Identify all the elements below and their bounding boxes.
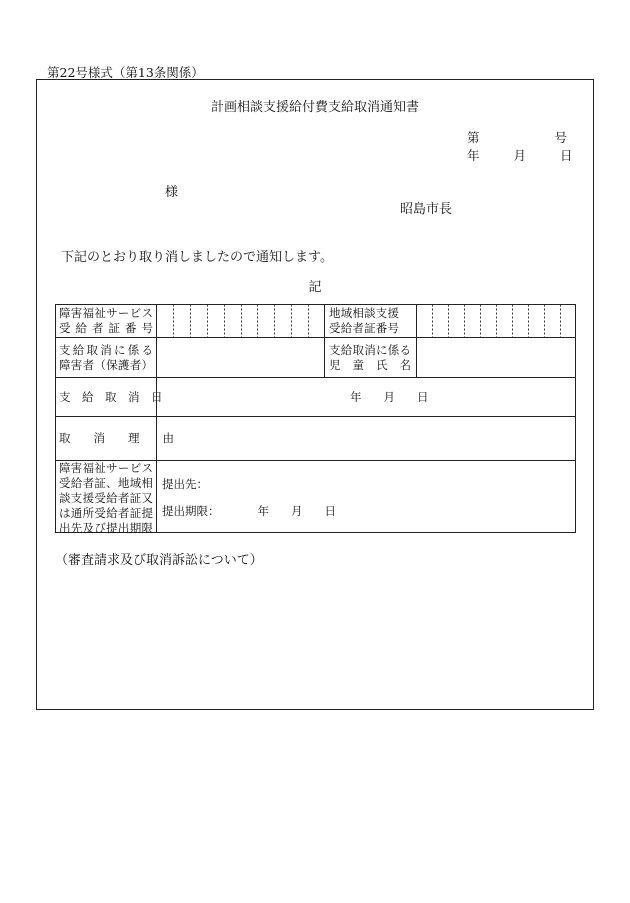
issuer-name: 昭島市長 (400, 202, 453, 217)
disability-service-cert-number-label: 障害福祉サービス 受 給 者 証 番 号 (59, 306, 153, 335)
intro-text: 下記のとおり取り消しましたので通知します。 (61, 250, 333, 265)
document-title: 計画相談支援給付費支給取消通知書 (210, 100, 419, 115)
revocation-reason-label: 取 消 理 由 (59, 431, 174, 445)
number-prefix: 第 (467, 130, 480, 145)
issue-month: 月 (513, 148, 526, 163)
appeal-notice-heading: （審査請求及び取消訴訟について） (55, 553, 263, 568)
certificate-submission-label-line: 障害福祉サービス (59, 461, 153, 475)
number-suffix: 号 (554, 130, 567, 145)
addressee-honorific: 様 (165, 185, 179, 200)
certificate-submission-label-line: 受給者証、地域相 (59, 476, 153, 490)
issue-day: 日 (559, 148, 573, 163)
submission-deadline: 提出期限： 年 月 日 (162, 504, 336, 518)
certificate-submission-label-line: 出先及び提出期限 (59, 521, 153, 535)
revocation-date-value: 年 月 日 (350, 390, 429, 404)
form-label: 第22号様式（第13条関係） (47, 65, 204, 80)
digit-boxes-left (174, 305, 309, 338)
ki-heading: 記 (308, 280, 322, 295)
issue-year: 年 (467, 148, 480, 163)
certificate-submission-label-line: 談支援受給者証又 (59, 491, 153, 505)
revocation-date-label: 支 給 取 消 日 (59, 390, 163, 404)
certificate-submission-label (59, 461, 153, 536)
revoked-person-label: 支給取消に係る 障害者（保護者） (59, 343, 153, 372)
revoked-child-name-label: 支給取消に係る 児 童 氏 名 (329, 343, 411, 372)
digit-boxes-right (433, 305, 561, 338)
certificate-submission-label-line: は通所受給者証提 (59, 506, 153, 520)
submission-destination: 提出先： (162, 477, 208, 491)
community-consultation-cert-number-label: 地域相談支援 受給者証番号 (329, 306, 399, 335)
